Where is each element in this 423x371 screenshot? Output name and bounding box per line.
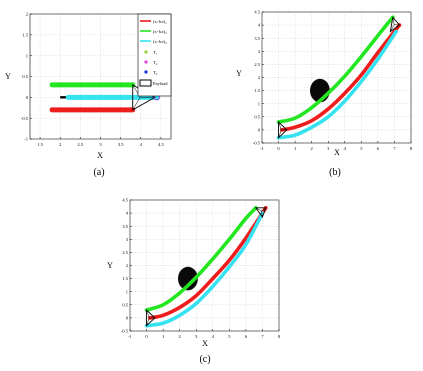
legend-label-c2: (x−kx)₂ — [153, 29, 167, 34]
legend-label-c1: (x−kx)₁ — [153, 19, 167, 24]
legend-marker-t3 — [144, 70, 147, 73]
panel-c-x-tick-label: 3 — [195, 334, 198, 339]
panel-a-y-axis-label: Y — [5, 72, 11, 81]
panel-c-x-tick-label: 2 — [179, 334, 181, 339]
panel-b-x-tick-label: 2 — [311, 146, 313, 151]
panel-a-x-tick-label: 4.5 — [158, 142, 164, 147]
panel-c-x-tick-label: 0 — [145, 334, 148, 339]
panel-a-x-tick-label: 2.5 — [78, 142, 84, 147]
panel-a-y-tick-label: -0.5 — [21, 116, 29, 121]
panel-a-series-3-start-point — [66, 95, 71, 100]
panel-a-y-tick-label: 0.5 — [22, 74, 28, 79]
legend-label-t1: T₁ — [153, 50, 158, 55]
panel-b-y-tick-label: 2 — [258, 75, 260, 80]
panel-c-x-tick-label: 8 — [278, 334, 281, 339]
panel-a-x-tick-label: 3 — [99, 142, 102, 147]
legend-marker-t2 — [144, 60, 147, 63]
panel-a-x-tick-label: 2 — [59, 142, 61, 147]
panel-b-plot-area — [262, 12, 411, 143]
panel-a-y-tick-label: 1 — [26, 53, 28, 58]
panel-b-x-tick-label: 0 — [277, 146, 280, 151]
panel-b-x-tick-label: 3 — [327, 146, 330, 151]
panel-b-y-tick-label: 4.5 — [254, 10, 260, 15]
panel-b-caption: (b) — [329, 167, 341, 178]
legend-label-t3: T₃ — [153, 70, 158, 75]
panel-a-x-tick-label: 3.5 — [118, 142, 124, 147]
panel-b-y-tick-label: 3.5 — [254, 36, 260, 41]
legend-label-t2: T₂ — [153, 60, 158, 65]
panel-a-series-1-start-point — [50, 107, 55, 112]
panel-c-y-tick-label: 3 — [126, 237, 129, 242]
panel-c-chart — [107, 198, 281, 365]
panel-c-y-tick-label: 1 — [126, 289, 128, 294]
panel-c-x-axis-label: X — [202, 339, 208, 348]
panel-c-y-tick-label: 2 — [126, 263, 128, 268]
panel-c-y-tick-label: 0 — [126, 316, 129, 321]
panel-b-x-tick-label: 4 — [344, 146, 347, 151]
panel-a-y-tick-label: 2 — [26, 12, 28, 17]
panel-a-x-axis-label: X — [97, 151, 103, 160]
panel-b-x-tick-label: 7 — [393, 146, 396, 151]
panel-c-y-tick-label: 4 — [126, 211, 129, 216]
panel-b-x-tick-label: 1 — [294, 146, 296, 151]
panel-c-x-tick-label: 7 — [261, 334, 264, 339]
panel-a-y-tick-label: 0 — [26, 95, 29, 100]
panel-a-series-2-start-point — [50, 82, 55, 87]
panel-c-y-tick-label: 3.5 — [122, 224, 128, 229]
panel-a-x-tick-label: 1.5 — [37, 142, 43, 147]
panel-c-x-tick-label: 6 — [245, 334, 248, 339]
panel-c-x-tick-label: 1 — [162, 334, 164, 339]
panel-c-x-tick-label: 5 — [228, 334, 231, 339]
panel-a-caption: (a) — [93, 167, 104, 178]
panel-b-series-3-end-point — [394, 30, 398, 34]
panel-b-y-tick-label: 1 — [258, 101, 260, 106]
panel-b-y-axis-label: Y — [236, 69, 242, 78]
panel-c-y-tick-label: 0.5 — [122, 302, 128, 307]
panel-b-y-tick-label: 4 — [258, 23, 261, 28]
panel-b-x-tick-label: 5 — [360, 146, 363, 151]
panel-b-y-tick-label: 0 — [258, 128, 261, 133]
panel-c-y-tick-label: -0.5 — [121, 329, 129, 334]
panel-b-y-tick-label: 1.5 — [254, 88, 260, 93]
panel-c-y-axis-label: Y — [107, 261, 113, 270]
panel-b-y-tick-label: 0.5 — [254, 114, 260, 119]
panel-b-x-tick-label: 6 — [377, 146, 380, 151]
panel-b-x-tick-label: -1 — [260, 146, 264, 151]
legend-label-c3: (x−kx)₃ — [153, 39, 167, 44]
legend-label-payload: Payload — [153, 81, 168, 86]
panel-c-y-tick-label: 2.5 — [122, 250, 128, 255]
legend — [138, 14, 171, 96]
panel-a-x-tick-label: 4 — [140, 142, 143, 147]
panel-c-x-tick-label: -1 — [128, 334, 132, 339]
panel-b-x-tick-label: 8 — [410, 146, 413, 151]
panel-b-x-axis-label: X — [334, 148, 340, 157]
panel-a-y-tick-label: -1 — [24, 137, 28, 142]
legend-marker-t1 — [144, 50, 147, 53]
panel-c-caption: (c) — [199, 354, 210, 365]
panel-b-y-tick-label: 3 — [258, 49, 261, 54]
panel-b-chart — [236, 10, 413, 178]
panel-c-x-tick-label: 4 — [212, 334, 215, 339]
panel-c-y-tick-label: 1.5 — [122, 276, 128, 281]
panel-c-y-tick-label: 4.5 — [122, 198, 128, 203]
panel-b-y-tick-label: -0.5 — [253, 141, 261, 146]
panel-a-y-tick-label: 1.5 — [22, 32, 28, 37]
panel-b-y-tick-label: 2.5 — [254, 62, 260, 67]
